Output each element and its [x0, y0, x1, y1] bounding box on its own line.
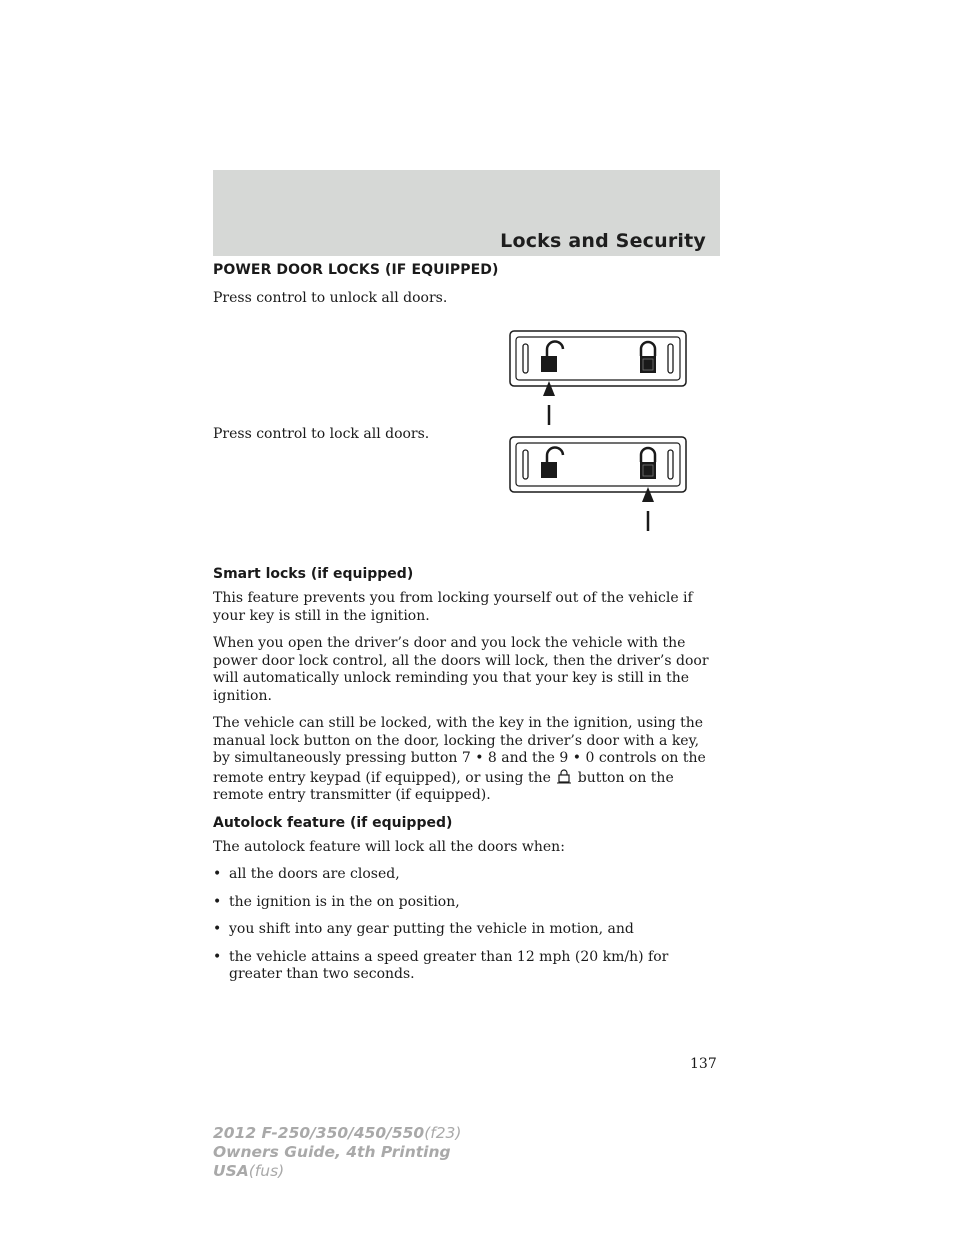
bullet-icon: •	[213, 921, 222, 937]
bullet-icon: •	[213, 893, 222, 910]
list-item: • the vehicle attains a speed greater than 12 mph (20 km/h) for greater than two seconds.	[213, 948, 669, 982]
autolock-intro: The autolock feature will lock all the doors when:	[213, 838, 565, 855]
section-header-band	[213, 170, 720, 256]
autolock-heading: Autolock feature (if equipped)	[213, 814, 453, 831]
page-number: 137	[690, 1056, 717, 1072]
paragraph-3-text-before-icon: The vehicle can still be locked, with the key in the ignition, using the manual lock button on the door, locking the driver’s door with a key, by simultaneously pressing button 7 • 8 and the 9 • 0 controls on the remote entry keypad (if equipped), or using the	[213, 715, 706, 786]
pointer-arrow-icon	[642, 487, 654, 531]
unlock-illustration-row	[213, 290, 720, 426]
lock-control-diagram	[509, 436, 687, 536]
power-door-locks-heading: POWER DOOR LOCKS (IF EQUIPPED)	[213, 262, 499, 278]
document-footer: 2012 F-250/350/450/550(f23) Owners Guide, 4th Printing USA(fus)	[213, 1124, 462, 1180]
paragraph-3-text-after-icon: button on the remote entry transmitter (if equipped).	[213, 769, 674, 803]
lock-illustration-row	[213, 426, 720, 566]
lock-button-icon	[557, 768, 571, 784]
smart-locks-paragraph-3	[213, 715, 720, 805]
bullet-icon: •	[213, 948, 222, 965]
list-item: • all the doors are closed,	[213, 866, 400, 882]
list-item: • the ignition is in the on position,	[213, 893, 460, 910]
section-title: Locks and Security	[500, 230, 706, 252]
smart-locks-paragraph-1: This feature prevents you from locking yourself out of the vehicle if your key is still in the ignition.	[213, 590, 693, 624]
page-content	[213, 262, 720, 994]
unlock-control-diagram	[509, 330, 687, 430]
list-item: • you shift into any gear putting the vehicle in motion, and	[213, 921, 634, 937]
pointer-arrow-icon	[543, 381, 555, 425]
bullet-icon: •	[213, 866, 222, 882]
smart-locks-heading: Smart locks (if equipped)	[213, 566, 414, 582]
unlock-instruction: Press control to unlock all doors.	[213, 290, 448, 306]
lock-instruction: Press control to lock all doors.	[213, 426, 430, 442]
autolock-conditions-list	[213, 866, 720, 984]
smart-locks-paragraph-2: When you open the driver’s door and you lock the vehicle with the power door lock control, all the doors will lock, then the driver’s door will automatically unlock reminding you that your key is still in the ignition.	[213, 635, 709, 704]
